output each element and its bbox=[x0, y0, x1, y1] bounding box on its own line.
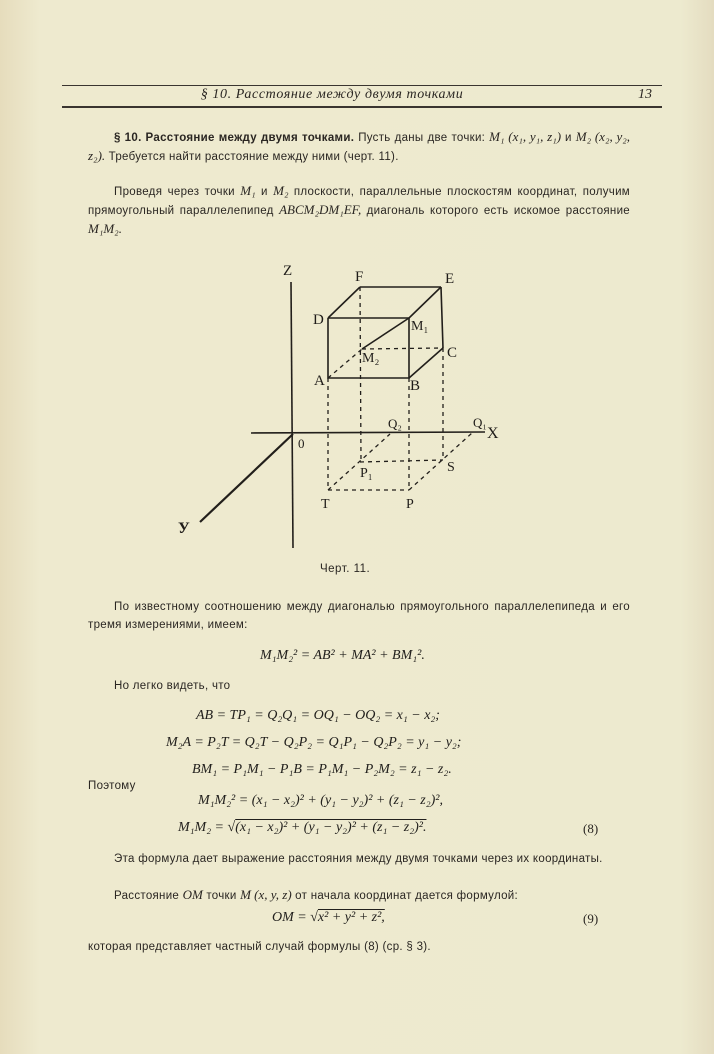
equation-bm1: BM₁ = P₁M₁ − P₁B = P₁M₁ − P₂M₂ = z₁ − z₂. bbox=[192, 762, 452, 777]
label-c: C bbox=[447, 345, 458, 361]
label-q1: Q₁ bbox=[473, 415, 487, 430]
label-d: D bbox=[313, 312, 324, 328]
equation-8-number: (8) bbox=[583, 821, 599, 836]
label-t: T bbox=[321, 497, 330, 512]
label-e: E bbox=[445, 271, 455, 287]
label-origin: 0 bbox=[298, 436, 305, 451]
paragraph-therefore: Поэтому bbox=[88, 780, 136, 792]
label-p1: P₁ bbox=[360, 466, 373, 481]
axis-label-z: Z bbox=[283, 263, 293, 279]
label-a: A bbox=[314, 373, 325, 389]
equation-ab: AB = TP₁ = Q₂Q₁ = OQ₁ − OQ₂ = x₁ − x₂; bbox=[196, 708, 440, 723]
paragraph-intro: § 10. Расстояние между двумя точками. Пусть даны две точки: M₁ (x₁, y₁, z₁) и M₂ (x₂, y₂, z₂). Требуется найти расстояние между ними (черт. 11). bbox=[88, 129, 631, 163]
paragraph-formula-meaning: Эта формула дает выражение расстояния между двумя точками через их координаты. bbox=[114, 853, 603, 865]
axis-label-x: X bbox=[487, 425, 499, 442]
axis-label-y: У bbox=[178, 520, 190, 537]
paragraph-easy-see: Но легко видеть, что bbox=[114, 680, 231, 692]
equation-m2a: M₂A = P₂T = Q₂T − Q₂P₂ = Q₁P₁ − Q₂P₂ = y₁ − y₂; bbox=[166, 735, 462, 750]
equation-diagonal-squared: M₁M₂² = AB² + MA² + BM₁². bbox=[260, 648, 425, 663]
equation-sum-of-squares: M₁M₂² = (x₁ − x₂)² + (y₁ − y₂)² + (z₁ − z₂)², bbox=[198, 793, 443, 808]
equation-8: M₁M₂ = √(x₁ − x₂)² + (y₁ − y₂)² + (z₁ − z₂)². bbox=[178, 820, 427, 835]
paragraph-special-case: которая представляет частный случай формулы (8) (ср. § 3). bbox=[88, 941, 431, 953]
figure-caption: Черт. 11. bbox=[320, 563, 371, 575]
label-q2: Q₂ bbox=[388, 416, 402, 431]
running-title: § 10. Расстояние между двумя точками bbox=[200, 87, 464, 102]
paragraph-construction: Проведя через точки M₁ и M₂ плоскости, параллельные плоскостям координат, получим прямоугольный параллелепипед ABCM₂DM₁EF, диагональ которого есть искомое расстояние M₁M₂. bbox=[88, 183, 631, 236]
page-number: 13 bbox=[638, 87, 652, 102]
label-f: F bbox=[355, 269, 364, 285]
paragraph-relation: По известному соотношению между диагональю прямоугольного параллелепипеда и его тремя измерениями, имеем: bbox=[88, 601, 630, 631]
label-m2: M₂ bbox=[362, 351, 380, 366]
label-p: P bbox=[406, 497, 414, 512]
label-m1: M₁ bbox=[411, 319, 429, 334]
equation-9: OM = √x² + y² + z², bbox=[272, 910, 385, 925]
label-s: S bbox=[447, 460, 455, 475]
section-heading: § 10. Расстояние между двумя точками. bbox=[114, 132, 355, 144]
paragraph-origin-distance: Расстояние OM точки M (x, y, z) от начала координат дается формулой: bbox=[114, 887, 519, 902]
label-b: B bbox=[410, 378, 421, 394]
equation-9-number: (9) bbox=[583, 911, 599, 926]
